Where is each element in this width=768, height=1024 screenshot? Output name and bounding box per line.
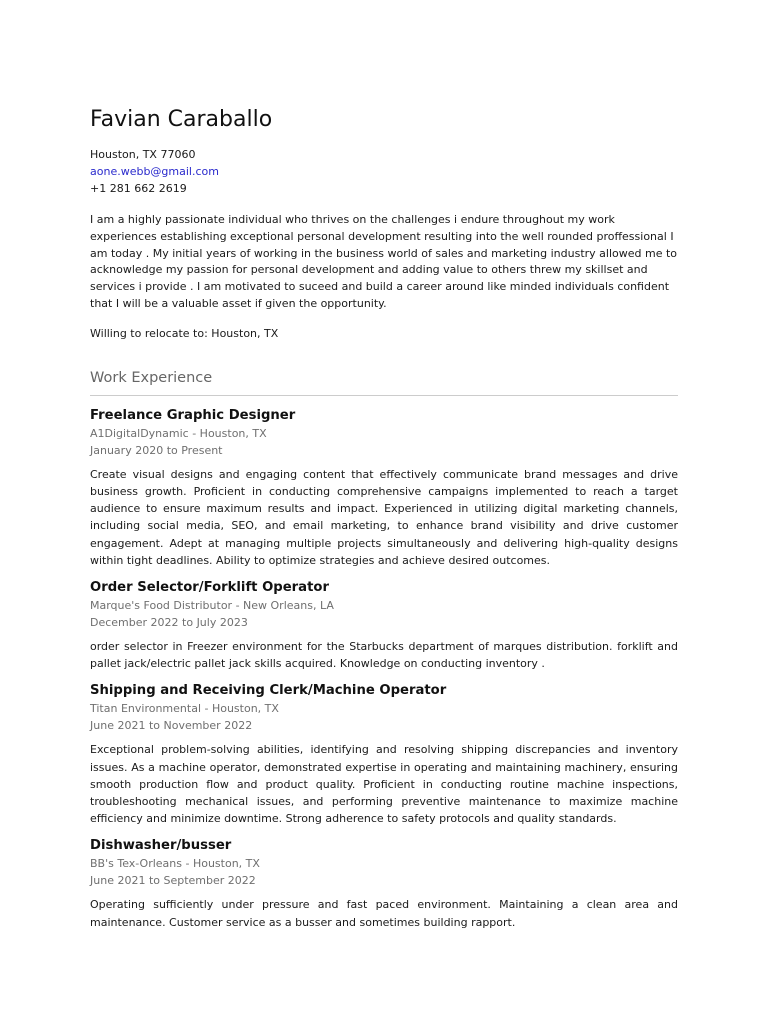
job-description: Create visual designs and engaging content that effectively communicate brand messages and drive business growth. Proficient in conducting comprehensive campaigns implemented to reach a target audience to ensure maximum results and impact. Experienced in utilizing digital marketing channels, including social media, SEO, and email marketing, to enhance brand visibility and drive customer engagement. Adept at managing multiple projects simultaneously and delivering high-quality designs within tight deadlines. Ability to optimize strategies and achieve desired outcomes.: [90, 467, 678, 567]
job-company-location: A1DigitalDynamic - Houston, TX: [90, 426, 267, 440]
job-dates: December 2022 to July 2023: [90, 616, 248, 629]
job-title: Order Selector/Forklift Operator: [90, 580, 329, 595]
job-title: Freelance Graphic Designer: [90, 407, 296, 423]
job-dates: June 2021 to September 2022: [90, 874, 256, 888]
job-title: Dishwasher/busser: [90, 838, 232, 854]
candidate-name: Favian Caraballo: [90, 107, 273, 132]
job-description: order selector in Freezer environment for the Starbucks department of marques distribution. forklift and pallet jack/electric pallet jack skills acquired. Knowledge on conducting inventory .: [90, 640, 678, 671]
job-title: Shipping and Receiving Clerk/Machine Operator: [90, 683, 447, 699]
job-dates: June 2021 to November 2022: [90, 719, 253, 733]
job-description: Exceptional problem-solving abilities, identifying and resolving shipping discrepancies and inventory issues. As a machine operator, demonstrated expertise in operating and maintaining machinery, ensuring smooth production flow and product quality. Proficient in conducting routine machine inspections, troubleshooting mechanical issues, and performing preventive maintenance to maximize machine efficiency and minimize downtime. Strong adherence to safety protocols and quality standards.: [90, 743, 678, 826]
phone-text: +1 281 662 2619: [90, 182, 187, 195]
job-entry: [90, 837, 678, 930]
job-company-location: Titan Environmental - Houston, TX: [90, 702, 279, 716]
work-experience-heading: Work Experience: [90, 369, 213, 386]
section-divider: [90, 395, 678, 396]
relocate-text: Willing to relocate to: Houston, TX: [90, 326, 279, 340]
resume-page: [90, 104, 678, 931]
job-description: Operating sufficiently under pressure and fast paced environment. Maintaining a clean area and maintenance. Customer service as a busser and sometimes building rapport.: [90, 898, 678, 929]
location-text: Houston, TX 77060: [90, 148, 196, 161]
job-dates: January 2020 to Present: [90, 443, 223, 457]
job-entry: [90, 579, 678, 672]
job-company-location: BB's Tex-Orleans - Houston, TX: [90, 857, 260, 871]
job-company-location: Marque's Food Distributor - New Orleans, LA: [90, 599, 334, 612]
job-entry: [90, 682, 678, 827]
job-entry: [90, 407, 678, 569]
summary-paragraph: I am a highly passionate individual who thrives on the challenges i endure throughout my work experiences establishing exceptional personal development resulting into the well rounded proffessional I am today . My initial years of working in the business world of sales and marketing industry allowed me to acknowledge my passion for personal development and adding value to others threw my skillset and services i provide . I am motivated to suceed and build a career around like minded individuals confident that I will be a valuable asset if given the opportunity.: [90, 213, 678, 310]
email-link[interactable]: aone.webb@gmail.com: [90, 165, 219, 178]
